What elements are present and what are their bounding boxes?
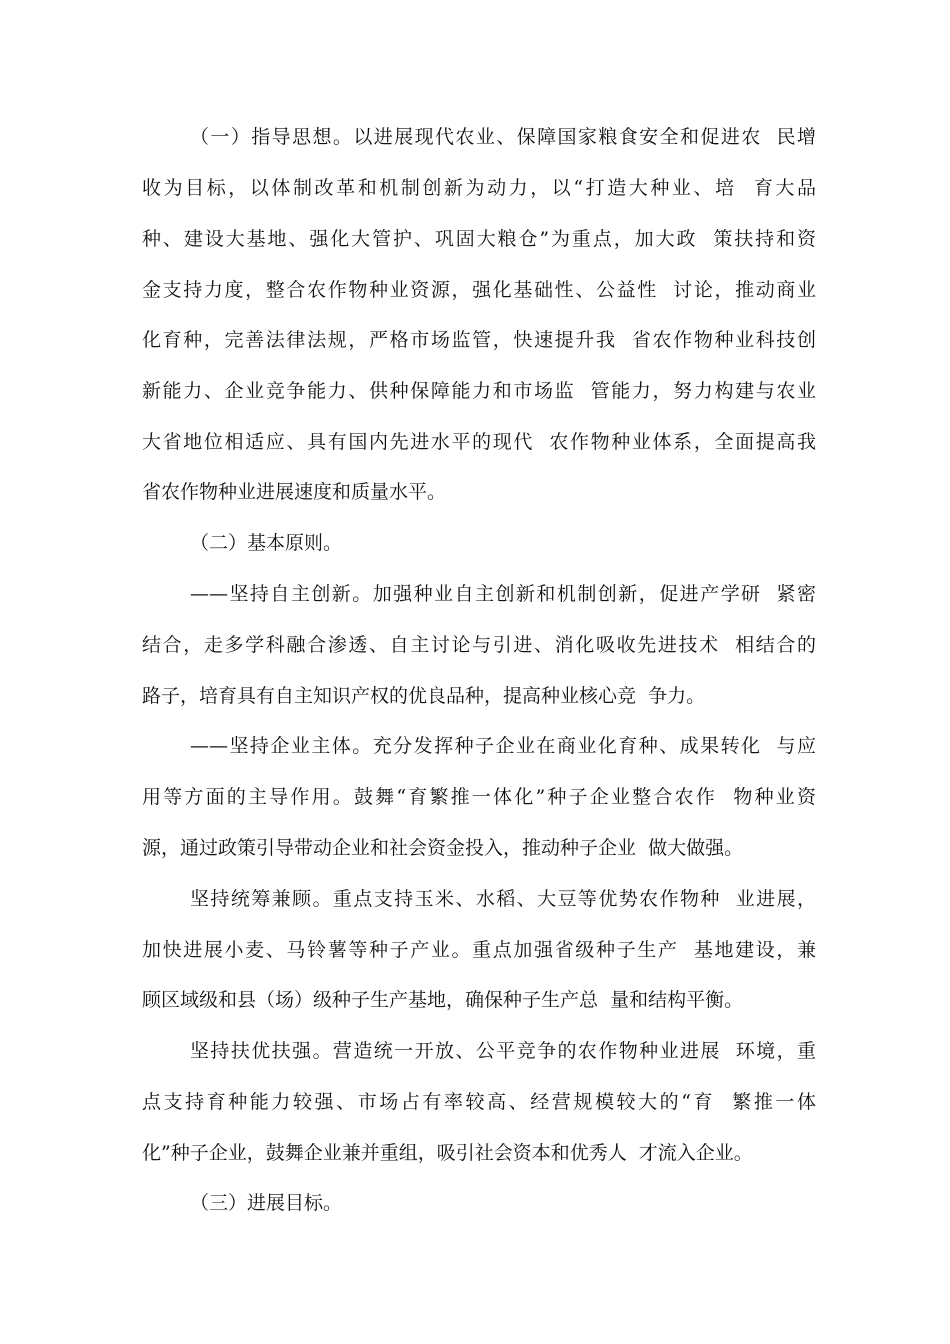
paragraph-3-line-2: 结合，走多学科融合渗透、自主讨论与引进、消化吸收先进技术 相结合的	[142, 634, 816, 656]
heading-basic-principles: （二）基本原则。	[190, 532, 343, 554]
paragraph-3-line-1: ——坚持自主创新。加强种业自主创新和机制创新，促进产学研 紧密	[190, 583, 816, 605]
paragraph-5-line-1: 坚持统筹兼顾。重点支持玉米、水稻、大豆等优势农作物种 业进展，	[190, 888, 816, 910]
paragraph-5-line-2: 加快进展小麦、马铃薯等种子产业。重点加强省级种子生产 基地建设，兼	[142, 939, 816, 961]
paragraph-5-line-3: 顾区域级和县（场）级种子生产基地，确保种子生产总 量和结构平衡。	[142, 989, 744, 1011]
paragraph-4-line-1: ——坚持企业主体。充分发挥种子企业在商业化育种、成果转化 与应	[190, 735, 816, 757]
paragraph-1-line-5: 化育种，完善法律法规，严格市场监管，快速提升我 省农作物种业科技创	[142, 329, 816, 351]
paragraph-1-line-3: 种、建设大基地、强化大管护、巩固大粮仓”为重点，加大政 策扶持和资	[142, 228, 816, 250]
paragraph-6-line-2: 点支持育种能力较强、市场占有率较高、经营规模较大的“育 繁推一体	[142, 1091, 816, 1113]
heading-development-goals: （三）进展目标。	[190, 1192, 343, 1214]
paragraph-1-line-8: 省农作物种业进展速度和质量水平。	[142, 481, 447, 503]
paragraph-1-line-2: 收为目标，以体制改革和机制创新为动力，以“打造大种业、培 育大品	[142, 177, 816, 199]
paragraph-4-line-2: 用等方面的主导作用。鼓舞“育繁推一体化”种子企业整合农作 物种业资	[142, 786, 816, 808]
paragraph-3-line-3: 路子，培育具有自主知识产权的优良品种，提高种业核心竞 争力。	[142, 685, 706, 707]
paragraph-1-line-4: 金支持力度，整合农作物种业资源，强化基础性、公益性 讨论，推动商业	[142, 279, 816, 301]
paragraph-6-line-3: 化”种子企业，鼓舞企业兼并重组，吸引社会资本和优秀人 才流入企业。	[142, 1142, 753, 1164]
paragraph-4-line-3: 源，通过政策引导带动企业和社会资金投入，推动种子企业 做大做强。	[142, 837, 744, 859]
paragraph-1-line-1: （一）指导思想。以进展现代农业、保障国家粮食安全和促进农 民增	[190, 126, 816, 148]
paragraph-6-line-1: 坚持扶优扶强。营造统一开放、公平竞争的农作物种业进展 环境，重	[190, 1040, 816, 1062]
paragraph-1-line-6: 新能力、企业竞争能力、供种保障能力和市场监 管能力，努力构建与农业	[142, 380, 816, 402]
paragraph-1-line-7: 大省地位相适应、具有国内先进水平的现代 农作物种业体系，全面提高我	[142, 431, 816, 453]
